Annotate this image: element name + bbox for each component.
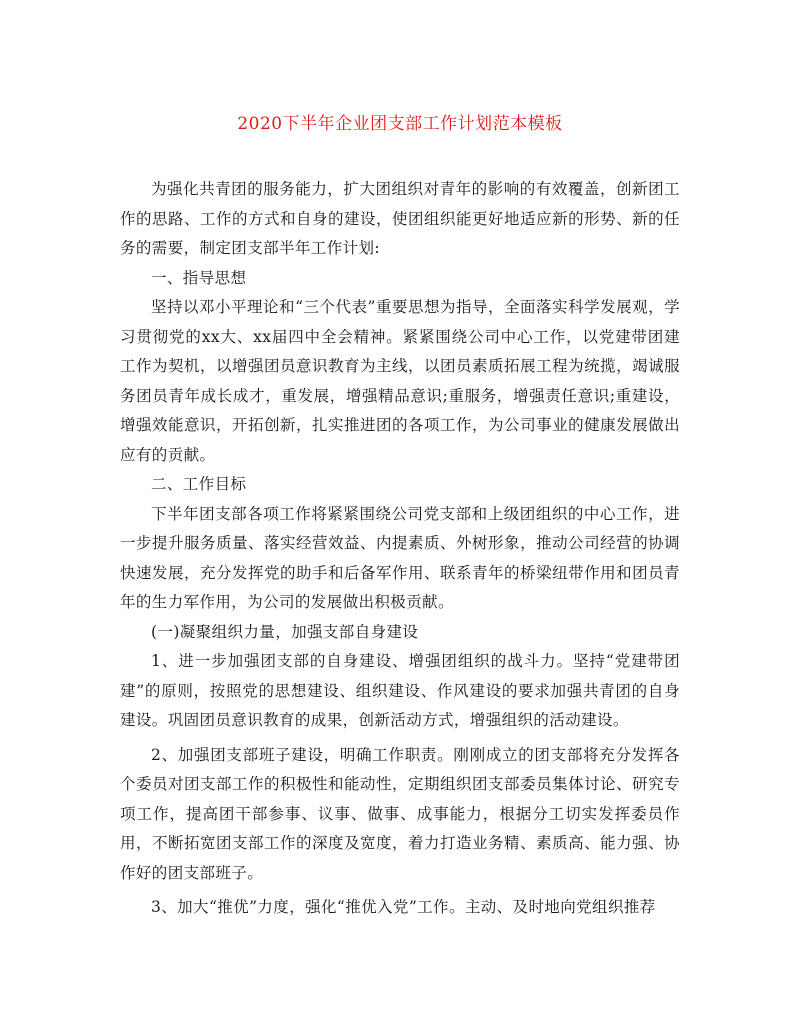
document-title: 2020下半年企业团支部工作计划范本模板 [237, 114, 563, 134]
intro-paragraph: 为强化共青团的服务能力，扩大团组织对青年的影响的有效覆盖，创新团工作的思路、工作的方式和自身的建设，使团组织能更好地适应新的形势、新的任务的需要，制定团支部半年工作计划: [120, 180, 680, 257]
subsection-heading-organization: (一)凝聚组织力量，加强支部自身建设 [151, 622, 419, 641]
item-3-paragraph: 3、加大“推优”力度，强化“推优入党”工作。主动、及时地向党组织推荐 [151, 898, 656, 916]
document-body [120, 175, 680, 923]
guiding-thought-paragraph: 坚持以邓小平理论和“三个代表”重要思想为指导，全面落实科学发展观，学习贯彻党的xx大、xx届四中全会精神。紧紧围绕公司中心工作，以党建带团建工作为契机，以增强团员意识教育为主线，以团员素质拓展工程为统揽，竭诚服务团员青年成长成才，重发展，增强精品意识;重服务，增强责任意识;重建设，增强效能意识，开拓创新，扎实推进团的各项工作，为公司事业的健康发展做出应有的贡献。 [120, 298, 680, 464]
item-1-paragraph: 1、进一步加强团支部的自身建设、增强团组织的战斗力。坚持“党建带团建”的原则，按照党的思想建设、组织建设、作风建设的要求加强共青团的自身建设。巩固团员意识教育的成果，创新活动方式，增强组织的活动建设。 [120, 652, 680, 729]
section-heading-guiding-thought: 一、指导思想 [151, 268, 247, 287]
work-goals-paragraph: 下半年团支部各项工作将紧紧围绕公司党支部和上级团组织的中心工作，进一步提升服务质量、落实经营效益、内提素质、外树形象，推动公司经营的协调快速发展，充分发挥党的助手和后备军作用、联系青年的桥梁纽带作用和团员青年的生力军作用，为公司的发展做出积极贡献。 [120, 504, 680, 611]
item-2-paragraph: 2、加强团支部班子建设，明确工作职责。刚刚成立的团支部将充分发挥各个委员对团支部工作的积极性和能动性，定期组织团支部委员集体讨论、研究专项工作，提高团干部参事、议事、做事、成事能力，根据分工切实发挥委员作用，不断拓宽团支部工作的深度及宽度，着力打造业务精、素质高、能力强、协作好的团支部班子。 [120, 745, 680, 882]
section-heading-work-goals: 二、工作目标 [151, 475, 247, 493]
